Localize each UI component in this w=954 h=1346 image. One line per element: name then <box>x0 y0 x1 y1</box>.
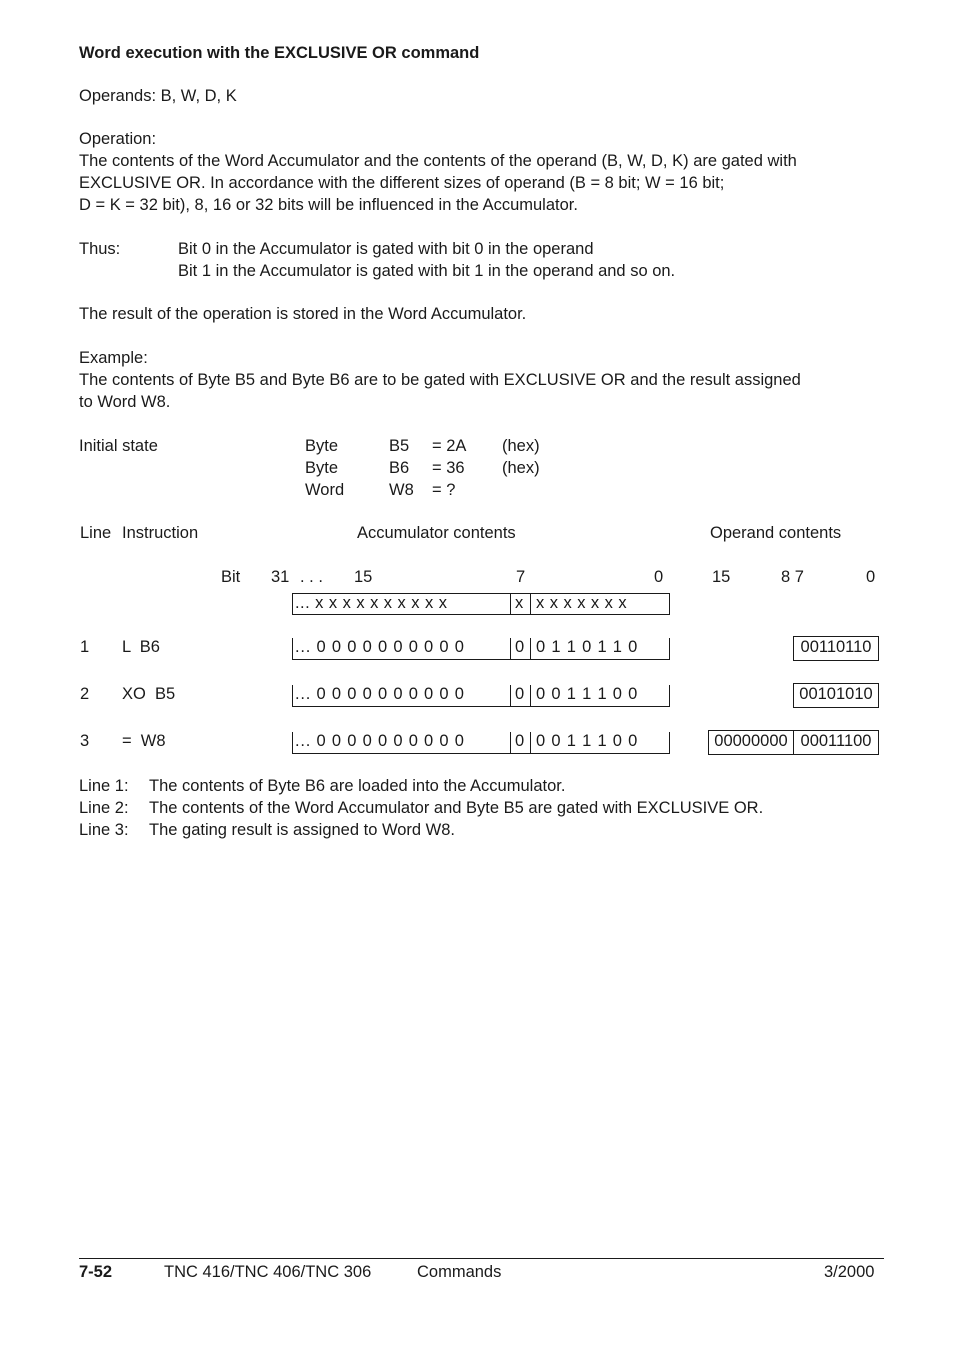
state-value: = 2A <box>432 437 467 455</box>
acc-divider <box>530 732 531 754</box>
acc-divider <box>530 593 531 615</box>
row-line-number: 2 <box>80 685 90 703</box>
operation-label: Operation: <box>79 130 157 148</box>
thus-line-1: Bit 0 in the Accumulator is gated with bit 0 in the operand <box>178 240 594 258</box>
operand-low-byte: 00110110 <box>793 636 879 661</box>
acc-high-bits: ... 0 0 0 0 0 0 0 0 0 0 <box>295 732 465 750</box>
acc-bit-dots: . . . <box>300 568 323 586</box>
row-instruction: L B6 <box>122 638 160 656</box>
acc-mid-bit: x <box>515 594 524 612</box>
acc-divider <box>510 685 511 707</box>
acc-divider <box>510 638 511 660</box>
acc-low-bits: 0 0 1 1 1 0 0 <box>536 732 639 750</box>
note-label: Line 2: <box>79 799 129 817</box>
operand-low-byte: 00011100 <box>793 730 879 755</box>
section-heading: Word execution with the EXCLUSIVE OR command <box>79 44 480 62</box>
operation-line-3: D = K = 32 bit), 8, 16 or 32 bits will be influenced in the Accumulator. <box>79 196 578 214</box>
example-label: Example: <box>79 349 148 367</box>
acc-mid-bit: 0 <box>515 732 525 750</box>
note-label: Line 3: <box>79 821 129 839</box>
state-name: B5 <box>389 437 410 455</box>
acc-high-bits: ... 0 0 0 0 0 0 0 0 0 0 <box>295 638 465 656</box>
col-line-header: Line <box>80 524 112 542</box>
note-text: The contents of the Word Accumulator and Byte B5 are gated with EXCLUSIVE OR. <box>149 799 764 817</box>
footer-page-number: 7-52 <box>79 1263 113 1281</box>
state-unit: (hex) <box>502 437 540 455</box>
acc-low-bits: 0 1 1 0 1 1 0 <box>536 638 639 656</box>
state-type: Byte <box>305 459 339 477</box>
example-line-1: The contents of Byte B5 and Byte B6 are to be gated with EXCLUSIVE OR and the result assigned <box>79 371 801 389</box>
operation-line-2: EXCLUSIVE OR. In accordance with the different sizes of operand (B = 8 bit; W = 16 bit; <box>79 174 725 192</box>
acc-low-bits: 0 0 1 1 1 0 0 <box>536 685 639 703</box>
note-label: Line 1: <box>79 777 129 795</box>
acc-divider <box>510 732 511 754</box>
footer-section: Commands <box>417 1263 502 1281</box>
bit-label: Bit <box>221 568 241 586</box>
col-instruction-header: Instruction <box>122 524 199 542</box>
state-value: = 36 <box>432 459 465 477</box>
state-unit: (hex) <box>502 459 540 477</box>
acc-low-bits: x x x x x x x <box>536 594 628 612</box>
operand-low-byte: 00101010 <box>793 683 879 708</box>
result-text: The result of the operation is stored in the Word Accumulator. <box>79 305 527 323</box>
op-bit-15: 15 <box>712 568 731 586</box>
acc-divider <box>530 638 531 660</box>
col-operand-header: Operand contents <box>710 524 842 542</box>
acc-bit-0: 0 <box>654 568 664 586</box>
acc-high-bits: ... x x x x x x x x x x <box>295 594 448 612</box>
note-text: The contents of Byte B6 are loaded into the Accumulator. <box>149 777 566 795</box>
thus-label: Thus: <box>79 240 121 258</box>
footer-product: TNC 416/TNC 406/TNC 306 <box>164 1263 372 1281</box>
row-line-number: 3 <box>80 732 90 750</box>
operand-high-byte: 00000000 <box>708 730 794 755</box>
acc-bit-15: 15 <box>354 568 373 586</box>
state-value: = ? <box>432 481 456 499</box>
acc-divider <box>530 685 531 707</box>
initial-state-label: Initial state <box>79 437 158 455</box>
acc-bit-31: 31 <box>271 568 290 586</box>
state-type: Byte <box>305 437 339 455</box>
col-accumulator-header: Accumulator contents <box>357 524 516 542</box>
state-type: Word <box>305 481 345 499</box>
row-instruction: XO B5 <box>122 685 176 703</box>
operation-line-1: The contents of the Word Accumulator and the contents of the operand (B, W, D, K) are gated with <box>79 152 797 170</box>
footer-rule <box>79 1258 884 1259</box>
row-line-number: 1 <box>80 638 90 656</box>
op-bit-87: 8 7 <box>781 568 804 586</box>
acc-mid-bit: 0 <box>515 685 525 703</box>
thus-line-2: Bit 1 in the Accumulator is gated with bit 1 in the operand and so on. <box>178 262 676 280</box>
state-name: W8 <box>389 481 414 499</box>
operands-line: Operands: B, W, D, K <box>79 87 237 105</box>
acc-bit-7: 7 <box>516 568 526 586</box>
state-name: B6 <box>389 459 410 477</box>
acc-divider <box>510 593 511 615</box>
row-instruction: = W8 <box>122 732 166 750</box>
example-line-2: to Word W8. <box>79 393 171 411</box>
op-bit-0: 0 <box>866 568 876 586</box>
footer-date: 3/2000 <box>824 1263 875 1281</box>
acc-mid-bit: 0 <box>515 638 525 656</box>
note-text: The gating result is assigned to Word W8. <box>149 821 456 839</box>
acc-high-bits: ... 0 0 0 0 0 0 0 0 0 0 <box>295 685 465 703</box>
